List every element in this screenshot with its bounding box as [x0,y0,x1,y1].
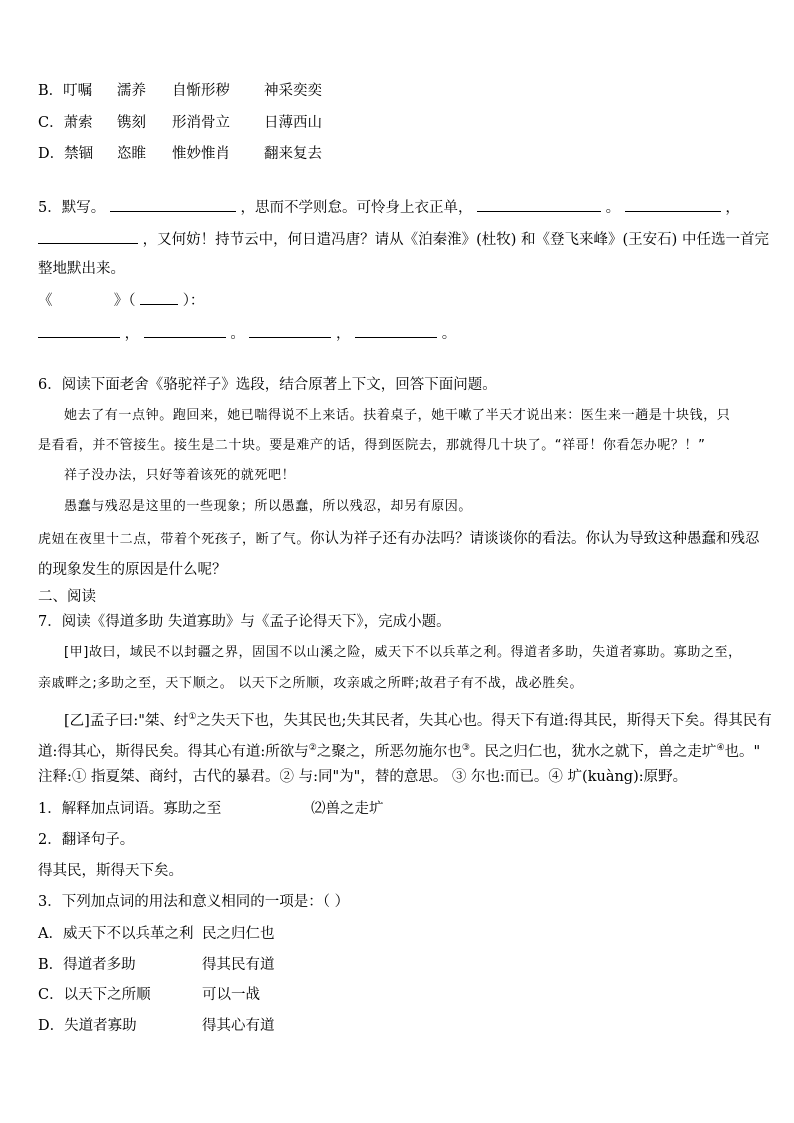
answer-blank[interactable] [144,323,226,338]
q5-line-2 [38,229,769,250]
q7-sub1-part1: 1．解释加点词语。寡助之至 [38,801,222,817]
answer-blank[interactable] [355,323,437,338]
q6-question-line-2: 的现象发生的原因是什么呢？ [38,562,227,578]
q7-sub1-part2: ⑵兽之走圹 [311,801,384,817]
q7-sub3: 3．下列加点词的用法和意义相同的一项是：（ ） [38,894,350,910]
choice-text: C．以天下之所顺 [38,987,151,1003]
q6-question-line [38,529,760,550]
option-word: 自惭形秽 [172,83,230,99]
choice-text: 可以一战 [202,987,260,1003]
q7-yi-text: 之失天下也，失其民也;失其民者，失其心也。得天下有道:得其民，斯得天下矣。得其民有 [196,712,772,729]
choice-text: D．失道者寡助 [38,1018,137,1034]
option-word: 镌刻 [117,115,146,131]
q7-yi-text: 。民之归仁也，犹水之就下，兽之走圹 [469,743,717,760]
q5-text: ，思而不学则怠。可怜身上衣正单， [240,200,473,216]
q5-answer-line [38,323,456,344]
q5-poem-title-line [38,290,204,311]
footnote-marker: ③ [461,743,470,753]
answer-blank[interactable] [110,197,236,212]
q5-prompt: 5．默写。 [38,200,106,216]
q7-sub1 [38,799,221,819]
answer-blank[interactable] [249,323,331,338]
q7-yi-text: 道:得其心，斯得民矣。得其心有道:所欲与 [38,743,309,760]
option-word: 惟妙惟肖 [172,146,230,162]
q6-passage-line: 她去了有一点钟。跑回来，她已喘得说不上来话。扶着桌子，她干嗽了半天才说出来：医生来一趟是十块钱，只 [64,408,731,423]
q5-text: 。 [441,326,457,342]
q6-passage-line: 祥子没办法，只好等着该死的就死吧！ [64,468,296,483]
q6-passage-line: 愚蠢与残忍是这里的一些现象；所以愚蠢，所以残忍，却另有原因。 [64,499,473,514]
section-title: 二、阅读 [38,589,96,605]
q7-yi-text: [乙]孟子曰:"桀、纣 [64,712,189,729]
choice-text: B．得道者多助 [38,957,136,973]
q6-passage-line: 是看看，并不管接生。接生是二十块。要是难产的话，得到医院去，那就得几十块了。“祥哥！你看怎办呢？！” [38,438,706,453]
option-label: B．叮嘱 [38,83,93,99]
answer-blank[interactable] [38,323,120,338]
q5-text: ， [124,326,140,342]
footnote-marker: ② [308,743,317,753]
q6-passage-end: 虎妞在夜里十二点，带着个死孩子，断了气。 [38,532,311,547]
q7-jia-line: 亲戚畔之;多助之至，天下顺之。 以天下之所顺，攻亲戚之所畔;故君子有不战，战必胜矣。 [38,676,584,691]
option-word: 形消骨立 [172,115,230,131]
q5-text: 》（ [113,293,136,309]
option-word: 日薄西山 [264,115,322,131]
q5-text: 《 [38,293,53,309]
q7-notes: 注释:① 指夏桀、商纣，古代的暴君。② 与:同"为"，替的意思。 ③ 尔也:而已。④ 圹(kuàng):原野。 [38,769,688,785]
answer-blank[interactable] [38,229,138,244]
q7-prompt: 7．阅读《得道多助 失道寡助》与《孟子论得天下》，完成小题。 [38,614,451,630]
q7-yi-text: 之聚之，所恶勿施尔也 [316,743,462,760]
answer-blank[interactable] [477,197,601,212]
answer-blank[interactable] [140,290,178,305]
q5-text: ， [725,200,740,216]
choice-text: 民之归仁也 [202,926,275,942]
q5-text: ， [336,326,351,342]
choice-text: 得其民有道 [202,957,275,973]
option-label: D．禁锢 [38,146,94,162]
q5-text: 。 [230,326,245,342]
q5-line-1 [38,197,740,218]
q5-text: ，又何妨！持节云中，何日遣冯唐？请从《泊秦淮》(杜牧) 和《登飞来峰》(王安石) 中任选一首完 [142,232,769,248]
q7-yi-line [64,707,772,731]
q7-yi-text: 也。" [724,743,761,760]
footnote-marker: ④ [716,743,725,753]
q7-sub2-sentence: 得其民，斯得天下矣。 [38,863,183,879]
q5-line-3: 整地默出来。 [38,261,125,277]
choice-text: A．威天下不以兵革之利 [38,926,194,942]
q7-yi-line [38,738,760,762]
option-word: 翻来复去 [264,146,322,162]
q6-prompt: 6．阅读下面老舍《骆驼祥子》选段，结合原著上下文，回答下面问题。 [38,377,497,393]
q6-question: 你认为祥子还有办法吗？请谈谈你的看法。你认为导致这种愚蠢和残忍 [310,531,760,547]
footnote-marker: ① [188,712,197,722]
option-label: C．萧索 [38,115,93,131]
option-word: 神采奕奕 [264,83,322,99]
q7-jia-line: [甲]故曰，域民不以封疆之界，固国不以山溪之险，威天下不以兵革之利。得道者多助，失道者寡助。寡助之至， [64,645,742,660]
option-word: 濡养 [117,83,146,99]
answer-blank[interactable] [625,197,721,212]
choice-text: 得其心有道 [202,1018,275,1034]
q7-sub2: 2．翻译句子。 [38,832,135,848]
option-word: 恣睢 [117,146,146,162]
q5-text: 。 [605,200,621,216]
q5-text: ）： [182,293,205,309]
